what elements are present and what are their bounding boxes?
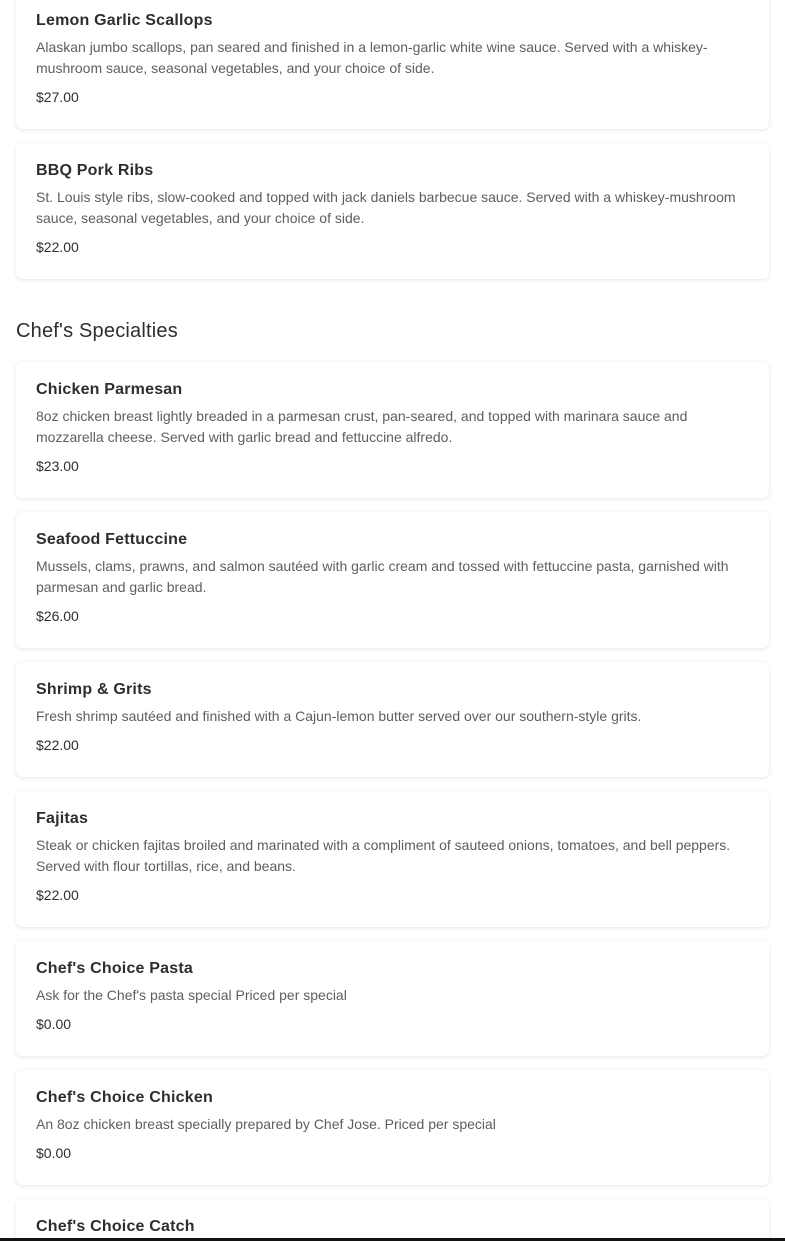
menu-item-description: Fresh shrimp sautéed and finished with a Cajun-lemon butter served over our southern-style grits.	[36, 708, 642, 724]
menu-item-name: Seafood Fettuccine	[36, 531, 188, 548]
section-title: Chef's Specialties	[16, 320, 178, 342]
menu-item-price: $0.00	[36, 1145, 72, 1161]
menu-item-card[interactable]	[16, 662, 769, 777]
menu-item-card[interactable]	[16, 0, 769, 129]
menu-item-price: $22.00	[36, 239, 79, 255]
menu-item-description: An 8oz chicken breast specially prepared by Chef Jose. Priced per special	[36, 1116, 496, 1132]
menu-item-name: Chef's Choice Pasta	[36, 960, 193, 977]
menu-item-card[interactable]	[16, 1070, 769, 1185]
menu-item-price: $22.00	[36, 887, 79, 903]
menu-item-price: $27.00	[36, 89, 79, 105]
menu-item-name: Lemon Garlic Scallops	[36, 12, 213, 29]
menu-item-card[interactable]	[16, 791, 769, 927]
menu-item-description: Ask for the Chef's pasta special Priced per special	[36, 987, 347, 1003]
menu-item-price: $22.00	[36, 737, 79, 753]
menu-item-card[interactable]	[16, 362, 769, 498]
menu-item-card[interactable]	[16, 143, 769, 279]
menu-item-name: Chicken Parmesan	[36, 381, 183, 398]
menu-item-name: Chef's Choice Chicken	[36, 1089, 213, 1106]
menu-item-name: Chef's Choice Catch	[36, 1218, 195, 1235]
menu-item-name: BBQ Pork Ribs	[36, 162, 154, 179]
menu-item-description: Mussels, clams, prawns, and salmon sautéed with garlic cream and tossed with fettuccine pasta, garnished with parmesan and garlic bread.	[36, 558, 729, 595]
menu-item-card[interactable]	[16, 512, 769, 648]
menu-item-description: 8oz chicken breast lightly breaded in a parmesan crust, pan-seared, and topped with marinara sauce and mozzarella cheese. Served with garlic bread and fettuccine alfredo.	[36, 408, 688, 445]
menu-item-name: Fajitas	[36, 810, 89, 827]
menu-item-description: Alaskan jumbo scallops, pan seared and finished in a lemon-garlic white wine sauce. Served with a whiskey-mushroom sauce, seasonal vegetables, and your choice of side.	[36, 39, 708, 76]
menu-item-price: $23.00	[36, 458, 79, 474]
menu-item-price: $0.00	[36, 1016, 72, 1032]
menu-item-description: St. Louis style ribs, slow-cooked and topped with jack daniels barbecue sauce. Served with a whiskey-mushroom sauce, seasonal vegetables, and your choice of side.	[36, 189, 736, 226]
menu-item-price: $26.00	[36, 608, 79, 624]
menu-item-card[interactable]	[16, 1199, 769, 1241]
menu-item-description: Steak or chicken fajitas broiled and marinated with a compliment of sauteed onions, tomatoes, and bell peppers. Served with flour tortillas, rice, and beans.	[36, 837, 731, 874]
menu-item-card[interactable]	[16, 941, 769, 1056]
menu-item-name: Shrimp & Grits	[36, 681, 152, 698]
